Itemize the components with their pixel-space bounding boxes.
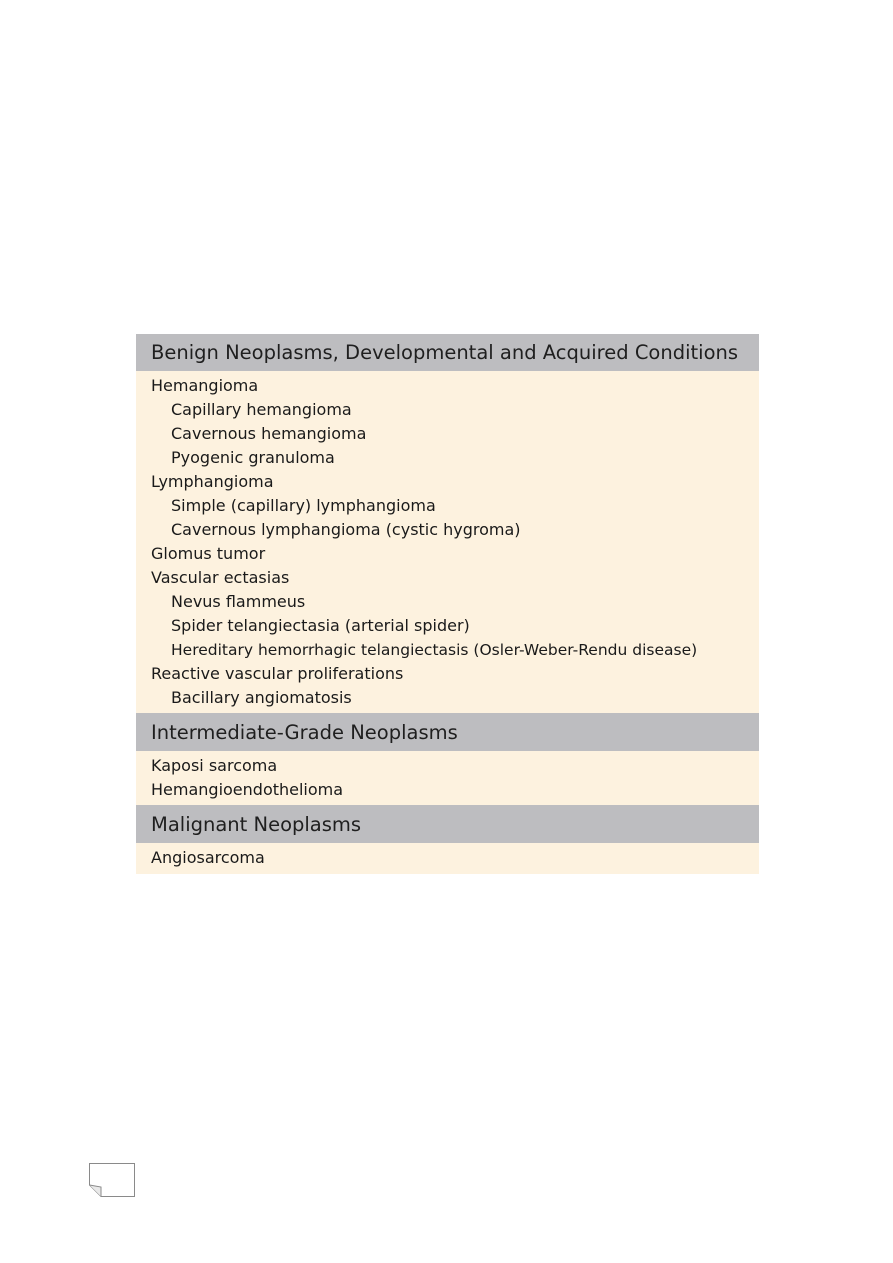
list-item: Hemangioendothelioma [151, 780, 344, 799]
list-item: Hereditary hemorrhagic telangiectasis (Osler-Weber-Rendu disease) [171, 641, 698, 659]
list-item: Cavernous lymphangioma (cystic hygroma) [171, 520, 521, 539]
list-item: Glomus tumor [151, 544, 266, 563]
list-item: Capillary hemangioma [171, 400, 352, 419]
page-corner-icon [89, 1163, 135, 1197]
vascular-tumors-table [136, 334, 759, 874]
list-item: Nevus flammeus [171, 592, 306, 611]
list-item: Pyogenic granuloma [171, 448, 335, 467]
list-item: Simple (capillary) lymphangioma [171, 496, 436, 515]
list-item: Reactive vascular proliferations [151, 664, 404, 683]
list-item: Bacillary angiomatosis [171, 688, 352, 707]
list-item: Cavernous hemangioma [171, 424, 367, 443]
list-item: Vascular ectasias [151, 568, 290, 587]
section-header-intermediate: Intermediate-Grade Neoplasms [136, 713, 759, 751]
list-item: Kaposi sarcoma [151, 756, 278, 775]
list-item: Lymphangioma [151, 472, 274, 491]
section-header-benign: Benign Neoplasms, Developmental and Acquired Conditions [136, 334, 759, 371]
list-item: Hemangioma [151, 376, 259, 395]
list-item: Spider telangiectasia (arterial spider) [171, 616, 470, 635]
section-header-malignant: Malignant Neoplasms [136, 805, 759, 843]
list-item: Angiosarcoma [151, 848, 265, 867]
